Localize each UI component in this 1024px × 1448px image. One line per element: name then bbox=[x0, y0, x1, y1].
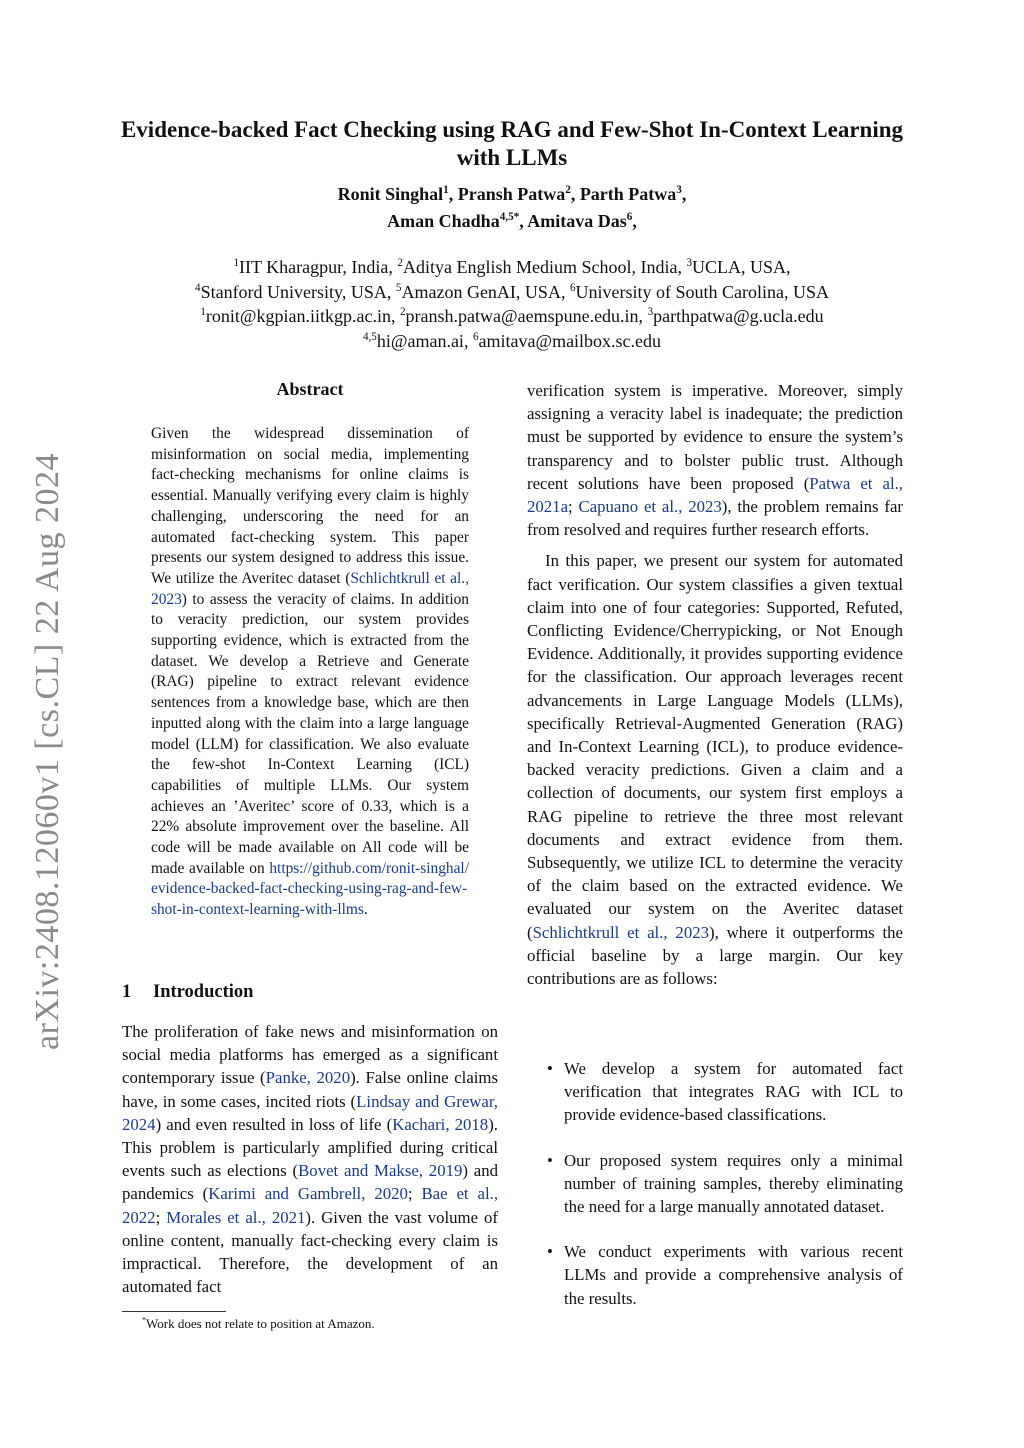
citation-link[interactable]: Bovet and Makse, 2019 bbox=[298, 1161, 463, 1181]
affiliation-marker: 4,5* bbox=[499, 211, 520, 223]
footnote bbox=[142, 1316, 375, 1332]
email-address: ronit@kgpian.iitkgp.ac.in, bbox=[205, 306, 400, 326]
abstract-text-part: Given the widespread dissemination of misinformation on social media, implementing fact-checking mechanisms for online claims is essential. Manually verifying every claim is highly challenging, underscoring the need for an automated fact-checking system. This paper presents our system designed to address this issue. We utilize the Averitec dataset ( bbox=[151, 425, 469, 587]
abstract-text bbox=[151, 424, 469, 921]
citation-link[interactable]: Morales et al., 2021 bbox=[166, 1207, 306, 1227]
affiliation-marker: 2 bbox=[565, 184, 571, 196]
body-text: verification system is imperative. Moreover, simply assigning a veracity label is inadequate; the prediction must be supported by evidence to ensure the system’s transparency and to bolster public trust. Although recent solutions have been proposed ( bbox=[527, 381, 903, 493]
abstract-heading: Abstract bbox=[276, 379, 344, 399]
affiliation-text: Stanford University, USA, bbox=[200, 281, 396, 302]
email-address: pransh.patwa@aemspune.edu.in, bbox=[405, 306, 648, 326]
arxiv-identifier-stamp[interactable]: arXiv:2408.12060v1 [cs.CL] 22 Aug 2024 bbox=[29, 453, 66, 1050]
affiliation-marker: 6 bbox=[569, 281, 576, 294]
affiliation-marker: 4 bbox=[194, 281, 201, 294]
citation-link[interactable]: Capuano et al., 2023 bbox=[578, 497, 722, 517]
affiliation-marker: 6 bbox=[626, 211, 633, 223]
list-item bbox=[527, 1240, 903, 1310]
body-text: In this paper, we present our system for automated fact verification. Our system classifies a given textual claim into one of four categories: Supported, Refuted, Conflicting Evidence/Cherrypicking, or Not Enough Evidence. Additionally, it provides supporting evidence for the classification. Our approach leverages recent advancements in Large Language Models (LLMs), specifically Retrieval-Augmented Generation (RAG) and In-Context Learning (ICL), to produce evidence-backed veracity predictions. Given a claim and a collection of documents, our system first employs a RAG pipeline to retrieve the three most relevant documents and extract evidence from them. Subsequently, we utilize ICL to determine the veracity of the claim based on the extracted evidence. We evaluated our system on the Averitec dataset ( bbox=[527, 551, 903, 942]
citation-link[interactable]: Schlichtkrull et al., 2023 bbox=[532, 922, 709, 942]
citation-link[interactable]: Karimi and Gambrell, 2020 bbox=[208, 1184, 408, 1204]
affiliation-marker: 5 bbox=[395, 281, 402, 294]
contributions-list bbox=[527, 1057, 903, 1332]
citation-link[interactable]: Patwa et al., 2021a bbox=[527, 473, 903, 517]
body-text: ; bbox=[568, 497, 579, 517]
author-list: Ronit Singhal$^1$, Pransh Patwa$^2$, Parth Patwa$^3$, Aman Chadha$^{4,5*}$, Amitava Das$^6$, bbox=[337, 184, 687, 231]
affiliation-marker: 3 bbox=[686, 257, 693, 269]
affiliation-marker: 6 bbox=[472, 330, 479, 343]
body-text: ; bbox=[155, 1207, 167, 1227]
affiliation-marker: 4,5 bbox=[362, 330, 377, 343]
affiliation-text: Amazon GenAI, USA, bbox=[401, 281, 570, 302]
author-name: Pransh Patwa bbox=[457, 184, 566, 204]
right-column bbox=[527, 379, 903, 990]
affiliation-marker: 2 bbox=[397, 257, 403, 269]
email-address: parthpatwa@g.ucla.edu bbox=[653, 306, 824, 326]
affiliation-text: IIT Kharagpur, India, bbox=[239, 257, 398, 277]
citation-link[interactable]: Bae et al., 2022 bbox=[122, 1184, 499, 1227]
footnote-text: Work does not relate to position at Amazon. bbox=[146, 1316, 375, 1331]
introduction-paragraph bbox=[122, 1020, 498, 1298]
affiliation-marker: 1 bbox=[233, 257, 240, 269]
github-url-link[interactable]: https://github.com/ronit-singhal/evidence-backed-fact-checking-using-rag-and-few-shot-in-context-learning-with-llms bbox=[151, 859, 469, 919]
list-item-text: We develop a system for automated fact verification that integrates RAG with ICL to provide evidence-based classifications. bbox=[564, 1059, 903, 1125]
list-item bbox=[527, 1057, 903, 1127]
author-name: Aman Chadha bbox=[387, 211, 500, 231]
list-item bbox=[527, 1149, 903, 1219]
affiliation-text: Aditya English Medium School, India, bbox=[402, 257, 687, 277]
section-title: Introduction bbox=[153, 982, 254, 1002]
citation-link[interactable]: Schlichtkrull et al., 2023 bbox=[151, 569, 469, 608]
affiliations bbox=[120, 255, 904, 353]
body-text: ). Given the vast volume of online content, manually fact-checking every claim is impractical. Therefore, the development of an automated fact bbox=[122, 1207, 499, 1297]
citation-link[interactable]: Kachari, 2018 bbox=[392, 1114, 489, 1134]
body-text: ), the problem remains far from resolved and requires further research efforts. bbox=[527, 497, 903, 540]
citation-link[interactable]: Panke, 2020 bbox=[265, 1068, 351, 1088]
body-text: ) and pandemics ( bbox=[122, 1161, 499, 1204]
citation-link[interactable]: Lindsay and Grewar, 2024 bbox=[122, 1091, 498, 1134]
affiliation-marker: 1 bbox=[200, 306, 206, 318]
body-text: ), where it outperforms the official baseline by a large margin. Our key contributions are as follows: bbox=[527, 922, 903, 989]
email-address: amitava@mailbox.sc.edu bbox=[478, 330, 662, 351]
body-text: ). This problem is particularly amplified during critical events such as elections ( bbox=[122, 1114, 498, 1181]
bullet-icon: • bbox=[547, 1242, 553, 1262]
bullet-icon: • bbox=[547, 1059, 553, 1078]
affiliation-marker: 3 bbox=[676, 184, 682, 196]
affiliation-text: UCLA, USA, bbox=[692, 257, 791, 277]
list-item-text: Our proposed system requires only a minimal number of training samples, thereby eliminating the need for a large manually annotated dataset. bbox=[564, 1150, 903, 1217]
section-heading-introduction bbox=[122, 982, 253, 1003]
author-name: Parth Patwa bbox=[579, 184, 677, 204]
bullet-icon: • bbox=[547, 1150, 553, 1170]
body-text: ; bbox=[407, 1184, 422, 1204]
affiliation-text: University of South Carolina, USA bbox=[575, 281, 830, 302]
footnote-marker: * bbox=[142, 1315, 147, 1325]
abstract-text-part: ) to assess the veracity of claims. In addition to veracity prediction, our system provides supporting evidence, which is extracted from the dataset. We develop a Retrieve and Generate (RAG) pipeline to extract relevant evidence sentences from a knowledge base, which are then inputted along with the claim into a large language model (LLM) for classification. We also evaluate the few-shot In-Context Learning (ICL) capabilities of multiple LLMs. Our system achieves an ’Averitec’ score of 0.33, which is a 22% absolute improvement over the baseline. All code will be made available on All code will be made available on bbox=[151, 590, 469, 877]
email-address: hi@aman.ai, bbox=[376, 330, 473, 351]
body-text: ) and even resulted in loss of life ( bbox=[155, 1114, 393, 1134]
affiliation-marker: 2 bbox=[399, 306, 406, 318]
list-item-text: We conduct experiments with various recent LLMs and provide a comprehensive analysis of the results. bbox=[564, 1242, 903, 1308]
section-number: 1 bbox=[122, 982, 132, 1002]
footnote-divider bbox=[122, 1311, 226, 1312]
body-text: The proliferation of fake news and misinformation on social media platforms has emerged as a significant contemporary issue ( bbox=[122, 1022, 498, 1088]
abstract-text-part: . bbox=[363, 901, 368, 919]
affiliation-marker: 1 bbox=[443, 184, 449, 196]
affiliation-marker: 3 bbox=[647, 306, 654, 318]
author-name: Ronit Singhal bbox=[337, 184, 444, 204]
author-name: Amitava Das bbox=[527, 211, 627, 231]
body-text: ). False online claims have, in some cases, incited riots ( bbox=[122, 1068, 499, 1111]
paragraph bbox=[527, 379, 903, 541]
paragraph bbox=[527, 549, 903, 990]
paper-title: Evidence-backed Fact Checking using RAG and Few-Shot In-Context Learning with LLMs bbox=[120, 117, 904, 170]
